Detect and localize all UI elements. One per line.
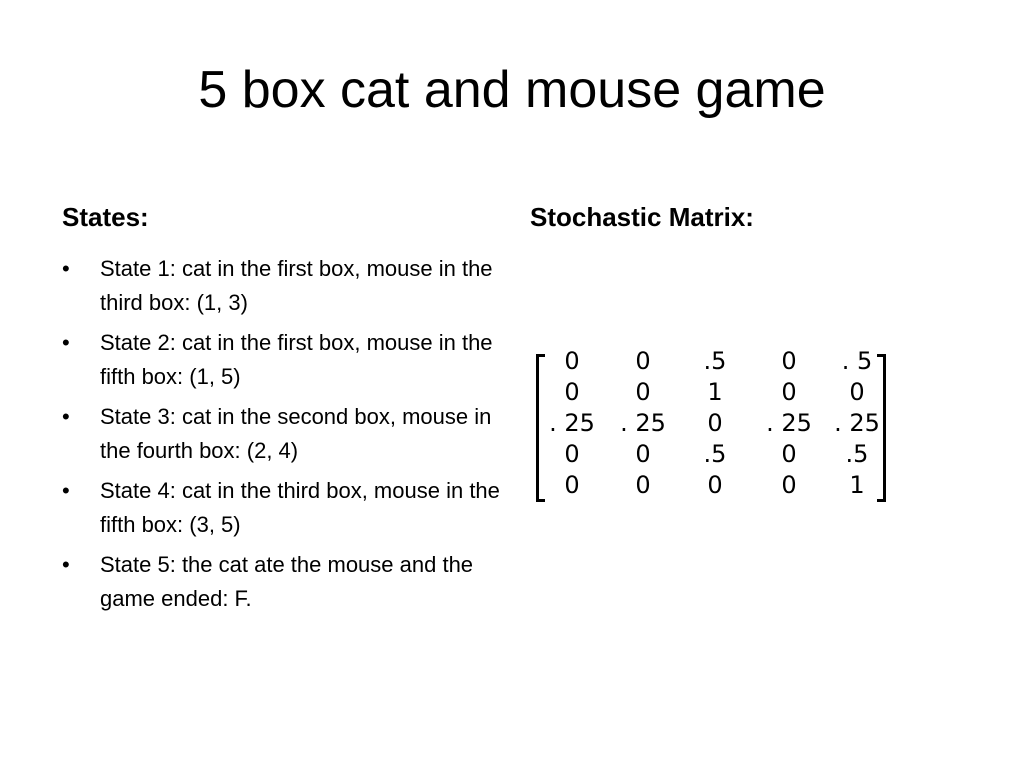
matrix-cell: . 25: [620, 409, 666, 437]
matrix-cell: 0: [564, 347, 580, 375]
matrix-cell: .5: [703, 440, 727, 468]
list-item: [62, 326, 502, 394]
state-text: State 4: cat in the third box, mouse in the fifth box: (3, 5): [100, 478, 500, 537]
list-item: [62, 548, 502, 616]
slide-title: 5 box cat and mouse game: [198, 61, 826, 119]
stochastic-matrix: [536, 344, 888, 506]
matrix-cell: . 5: [841, 347, 873, 375]
matrix-cell: 0: [707, 471, 723, 499]
matrix-cell: 1: [849, 471, 865, 499]
matrix-cell: 0: [564, 440, 580, 468]
states-list: [62, 252, 502, 622]
matrix-cell: 1: [707, 378, 723, 406]
matrix-cell: . 25: [549, 409, 595, 437]
bullet-icon: •: [62, 404, 70, 429]
matrix-grid: [536, 344, 888, 506]
matrix-cell: 0: [781, 378, 797, 406]
matrix-cell: 0: [564, 471, 580, 499]
list-item: [62, 400, 502, 468]
state-text: State 1: cat in the first box, mouse in the third box: (1, 3): [100, 256, 493, 315]
matrix-cell: .5: [703, 347, 727, 375]
matrix-cell: 0: [781, 347, 797, 375]
matrix-heading: Stochastic Matrix:: [530, 202, 754, 232]
state-text: State 5: the cat ate the mouse and the game ended: F.: [100, 552, 474, 611]
matrix-cell: 0: [707, 409, 723, 437]
matrix-cell: 0: [635, 378, 651, 406]
list-item: [62, 474, 502, 542]
matrix-cell: 0: [781, 440, 797, 468]
matrix-cell: 0: [781, 471, 797, 499]
matrix-cell: 0: [564, 378, 580, 406]
state-text: State 2: cat in the first box, mouse in the fifth box: (1, 5): [100, 330, 493, 389]
matrix-cell: 0: [635, 440, 651, 468]
matrix-cell: 0: [849, 378, 865, 406]
states-heading: States:: [62, 202, 149, 232]
state-text: State 3: cat in the second box, mouse in the fourth box: (2, 4): [100, 404, 492, 463]
list-item: [62, 252, 502, 320]
bullet-icon: •: [62, 256, 70, 281]
matrix-cell: 0: [635, 347, 651, 375]
matrix-cell: 0: [635, 471, 651, 499]
matrix-cell: . 25: [766, 409, 812, 437]
bullet-icon: •: [62, 478, 70, 503]
bullet-icon: •: [62, 330, 70, 355]
matrix-cell: .5: [845, 440, 869, 468]
matrix-cell: . 25: [834, 409, 880, 437]
bullet-icon: •: [62, 552, 70, 577]
